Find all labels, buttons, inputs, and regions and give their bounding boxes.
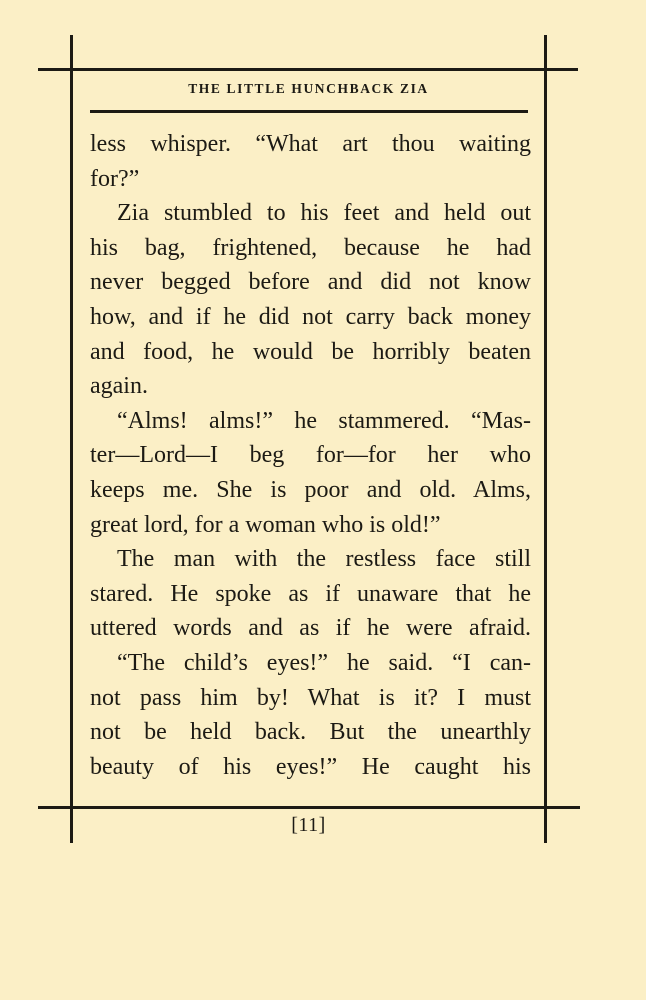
- frame-top-rule: [38, 68, 578, 71]
- text-line: keeps me. She is poor and old. Alms,: [90, 476, 531, 503]
- text-line: and food, he would be horribly beaten: [90, 338, 531, 365]
- text-line: for?”: [90, 165, 140, 192]
- text-line: Zia stumbled to his feet and held out: [117, 200, 531, 227]
- text-line: stared. He spoke as if unaware that he: [90, 580, 531, 607]
- text-line: great lord, for a woman who is old!”: [90, 511, 441, 538]
- text-line: not be held back. But the unearthly: [90, 719, 531, 746]
- text-line: “The child’s eyes!” he said. “I can-: [117, 649, 531, 676]
- text-line: ter—Lord—I beg for—for her who: [90, 442, 531, 469]
- text-line: The man with the restless face still: [117, 546, 531, 573]
- text-line: not pass him by! What is it? I must: [90, 684, 531, 711]
- page-number: [11]: [291, 814, 326, 836]
- frame-right-rule: [544, 35, 547, 843]
- running-head: THE LITTLE HUNCHBACK ZIA: [188, 81, 429, 96]
- text-line: his bag, frightened, because he had: [90, 234, 531, 261]
- text-line: beauty of his eyes!” He caught his: [90, 753, 531, 780]
- text-line: again.: [90, 373, 148, 400]
- text-line: less whisper. “What art thou waiting: [90, 131, 531, 157]
- frame-left-rule: [70, 35, 73, 843]
- text-line: uttered words and as if he were afraid.: [90, 615, 531, 642]
- text-line: how, and if he did not carry back money: [90, 303, 531, 330]
- frame-bottom-rule: [38, 806, 580, 809]
- text-line: never begged before and did not know: [90, 269, 531, 296]
- header-underline-rule: [90, 110, 528, 113]
- body-text: [90, 127, 531, 784]
- text-line: “Alms! alms!” he stammered. “Mas-: [117, 407, 531, 434]
